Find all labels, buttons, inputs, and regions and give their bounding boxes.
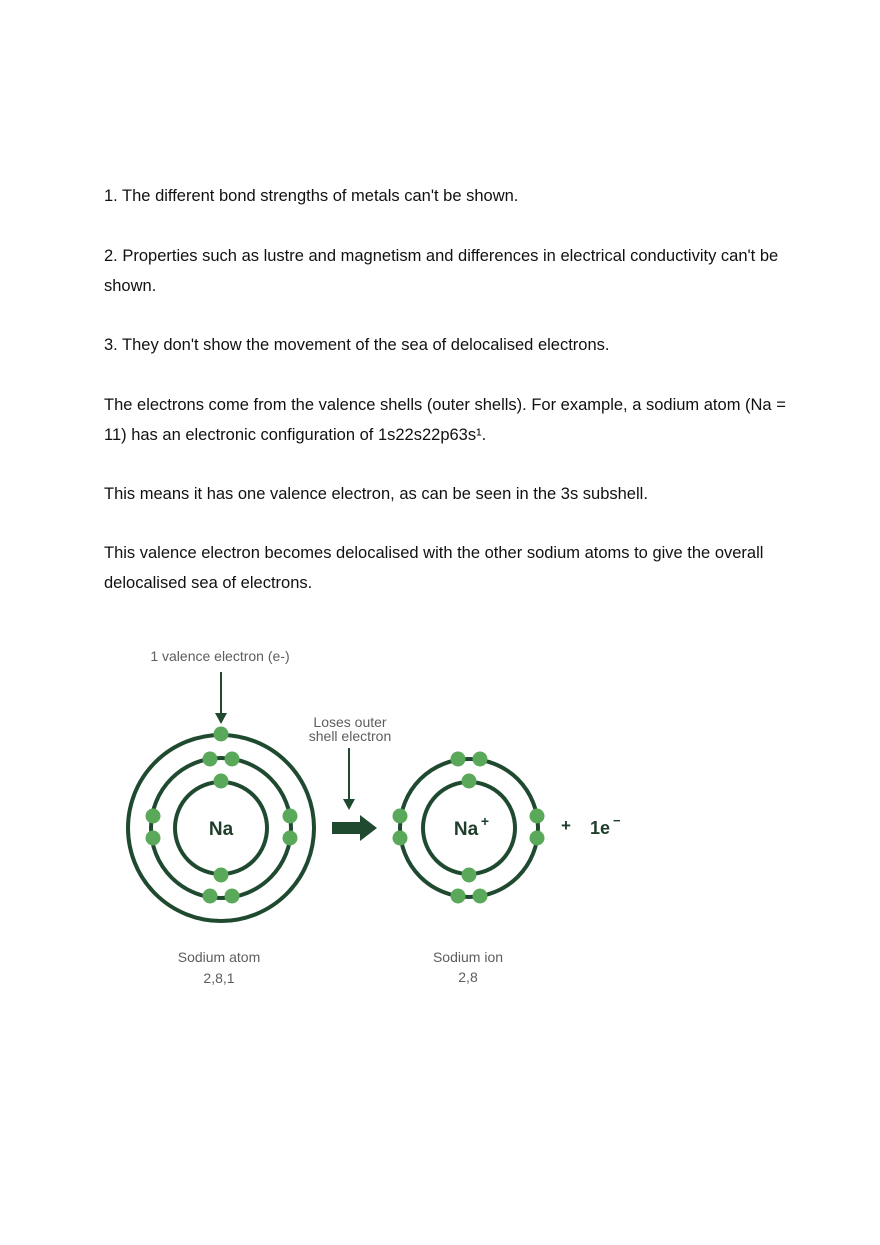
valence-electron (214, 727, 229, 742)
loses-label-line2: shell electron (308, 728, 392, 744)
electron (473, 889, 488, 904)
electron-label: 1e (590, 818, 611, 838)
reaction-arrow (332, 815, 377, 841)
atom-caption: Sodium atom (177, 949, 261, 965)
electron (214, 868, 229, 883)
sodium-ionisation-diagram (0, 630, 880, 1010)
plus-sign: + (561, 816, 571, 835)
electron (225, 752, 240, 767)
valence-pointer-arrow (215, 672, 227, 724)
paragraph-1: 1. The different bond strengths of metals can't be shown. (104, 187, 519, 205)
ion-charge: + (480, 813, 490, 829)
ion-caption: Sodium ion (432, 949, 504, 965)
electron (473, 752, 488, 767)
electron (214, 774, 229, 789)
electron (530, 809, 545, 824)
electron (462, 868, 477, 883)
electron (146, 831, 161, 846)
electron (283, 831, 298, 846)
sodium-ion (393, 752, 545, 904)
ion-symbol: Na (453, 819, 479, 840)
loses-label-line1: Loses outer (313, 714, 387, 730)
ion-config: 2,8 (458, 969, 478, 985)
paragraph-4: The electrons come from the valence shells (outer shells). For example, a sodium atom (Na = 11) has an electronic configuration of 1s22s22p63s¹. (104, 396, 786, 444)
electron (203, 752, 218, 767)
paragraph-6: This valence electron becomes delocalised with the other sodium atoms to give the overall delocalised sea of electrons. (104, 544, 764, 592)
electron (225, 889, 240, 904)
electron (283, 809, 298, 824)
valence-electron-label: 1 valence electron (e-) (150, 648, 290, 664)
electron (451, 752, 466, 767)
electron-charge: − (613, 813, 621, 828)
electron (393, 809, 408, 824)
loses-pointer-arrow (343, 748, 355, 810)
sodium-atom (128, 727, 314, 922)
electron (146, 809, 161, 824)
electron (203, 889, 218, 904)
atom-symbol: Na (208, 819, 234, 840)
electron (462, 774, 477, 789)
electron (393, 831, 408, 846)
paragraph-2: 2. Properties such as lustre and magnetism and differences in electrical conductivity can't be shown. (104, 247, 779, 295)
atom-config: 2,8,1 (203, 970, 235, 986)
electron (530, 831, 545, 846)
paragraph-5: This means it has one valence electron, as can be seen in the 3s subshell. (104, 485, 648, 503)
paragraph-3: 3. They don't show the movement of the sea of delocalised electrons. (104, 336, 610, 354)
electron (451, 889, 466, 904)
